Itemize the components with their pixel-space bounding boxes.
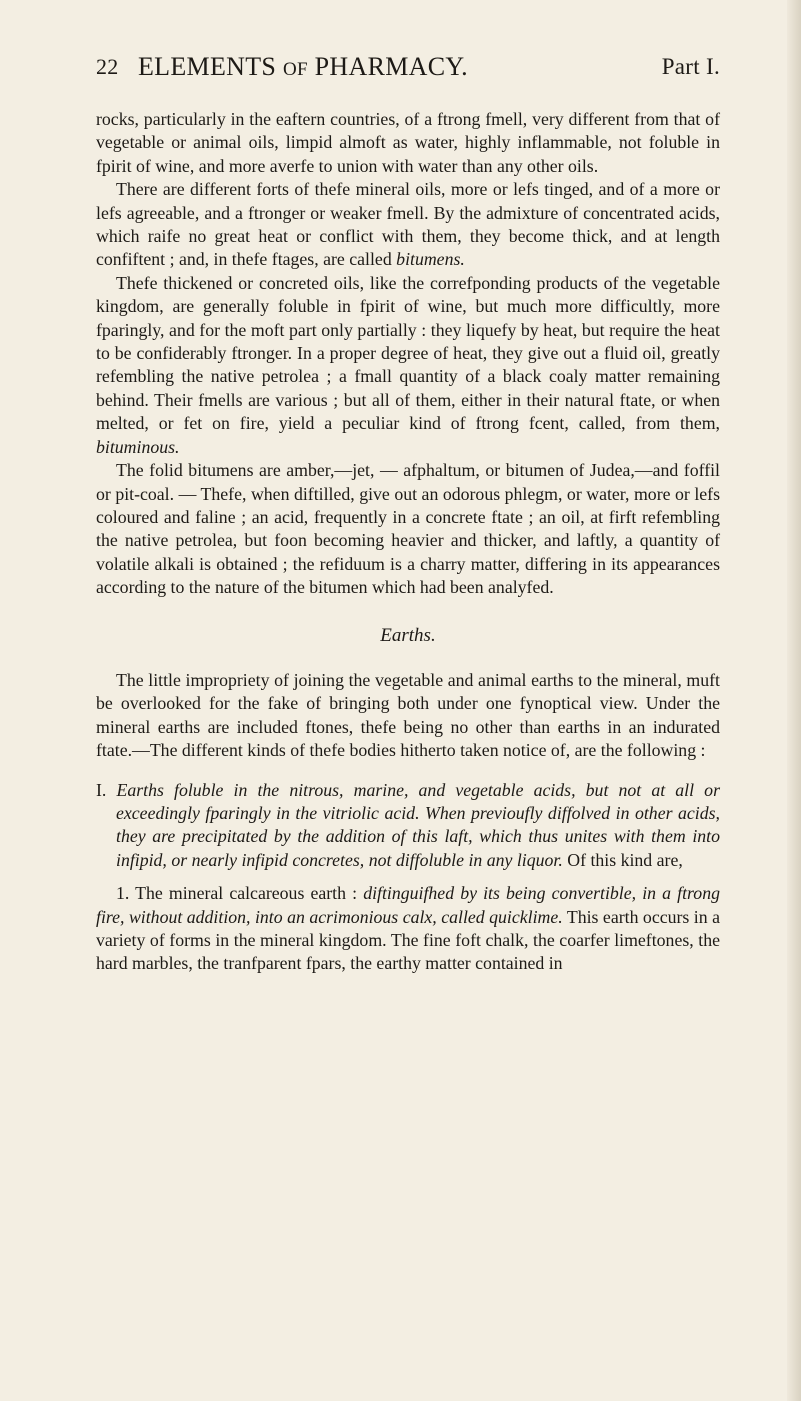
paragraph-2-text: There are different forts of thefe mineral oils, more or lefs tinged, and of a more or lefs agreeable, and a ftronger or weaker fmell. By the admixture of concentrated acids, which raife no great heat or conflict with them, they become thick, and at length confiftent ; and, in thefe ftages, are called — [96, 179, 720, 270]
paragraph-4: The folid bitumens are amber,—jet, — afphaltum, or bitumen of Judea,—and foffil or pit-coal. — Thefe, when diftilled, give out an odorous phlegm, or water, more or lefs coloured and faline ; an acid, frequently in a concrete ftate ; an oil, at firft refembling the native petrolea, but foon becoming heavier and thicker, and laftly, a quantity of volatile alkali is obtained ; the refiduum is a charry matter, differing in its appearances according to the nature of the bitumen which had been analyfed. — [96, 460, 720, 598]
sub-item-1-rest: This earth occurs in a variety of forms in the mineral kingdom. The fine foft chalk, the coarfer limeftones, the hard marbles, the tranfparent fpars, the earthy matter contained in — [96, 906, 720, 974]
paragraph-1: rocks, particularly in the eaftern countries, of a ftrong fmell, very different from that of vegetable or animal oils, limpid almoft as water, highly inflammable, not foluble in fpirit of wine, and more averfe to union with water than any other oils. — [96, 109, 720, 176]
page-body — [96, 108, 720, 976]
term-bitumens: bitumens. — [396, 249, 465, 270]
paragraph-2 — [96, 178, 720, 272]
paragraph-5: The little impropriety of joining the vegetable and animal earths to the mineral, muft be overlooked for the fake of bringing both under one fynoptical view. Under the mineral earths are included ftones, thefe being no other than earths in an indurated ftate.—The different kinds of thefe bodies hitherto taken notice of, are the following : — [96, 669, 720, 761]
paragraph-3 — [96, 272, 720, 459]
sub-item-1-lead: The mineral calcareous earth : — [135, 883, 364, 904]
list-item-1-number: I. — [96, 779, 117, 800]
title-end: PHARMACY. — [307, 52, 468, 81]
sub-item-1-desc: diftinguifhed by its being convertible, in a ftrong fire, without addition, into an acrimonious calx, called quicklime. — [96, 883, 720, 927]
running-title — [138, 52, 468, 82]
term-bituminous: bituminous. — [96, 436, 180, 457]
part-label: Part I. — [661, 54, 720, 79]
list-item-1 — [96, 779, 720, 873]
paragraph-3-text: Thefe thickened or concreted oils, like the correfponding products of the vegetable kingdom, are generally foluble in fpirit of wine, but much more difficultly, more fparingly, and for the moft part only partially : they liquefy by heat, but require the heat to be confiderably ftronger. In a proper degree of heat, they give out a fluid oil, greatly refembling the native petrolea ; a fmall quantity of a black coaly matter remaining behind. Their fmells are various ; but all of them, either in their natural ftate, or when melted, or fet on fire, yield a peculiar kind of ftrong fcent, called, from them, — [96, 272, 720, 434]
section-heading: Earths. — [380, 624, 436, 646]
list-item-1-text: Earths foluble in the nitrous, marine, and vegetable acids, but not at all or exceedingly fparingly in the vitriolic acid. When previoufly diffolved in other acids, they are precipitated by the addition of this laft, which thus unites with them into infipid, or nearly infipid concretes, not diffoluble in any liquor. — [116, 779, 720, 870]
title-of: OF — [282, 59, 308, 80]
title-main: ELEMENTS — [138, 52, 283, 81]
sub-item-1 — [96, 882, 720, 976]
list-item-1-tail: Of this kind are, — [562, 849, 683, 870]
page-number: 22 — [96, 54, 119, 79]
running-header — [96, 52, 720, 92]
page-edge — [787, 0, 801, 1401]
sub-item-1-number: 1. — [116, 883, 136, 904]
